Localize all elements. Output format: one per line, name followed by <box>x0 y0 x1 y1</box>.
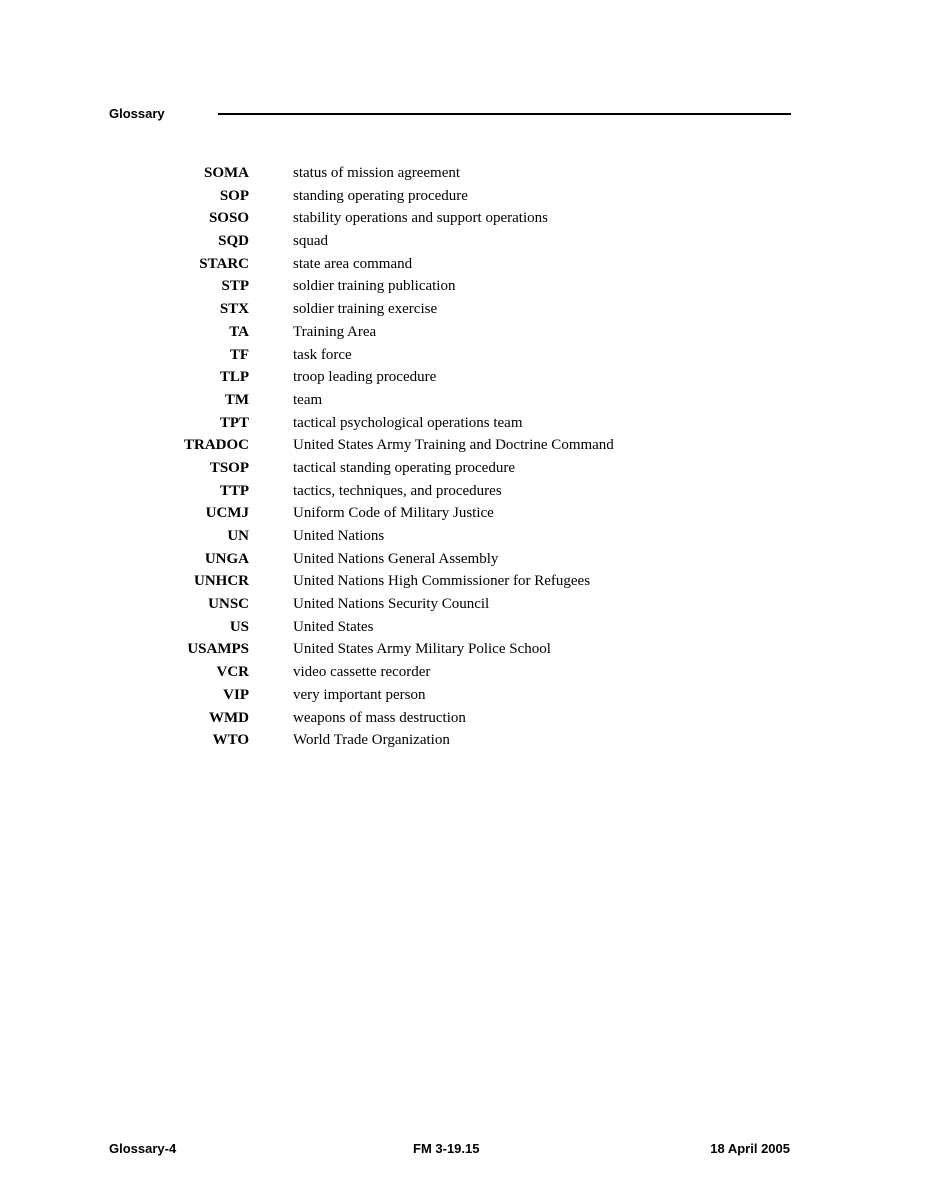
glossary-term: STX <box>219 301 249 318</box>
glossary-definition: United States Army Training and Doctrine Command <box>293 437 614 454</box>
glossary-entry <box>0 434 926 457</box>
glossary-definition: United Nations <box>293 528 385 544</box>
glossary-definition: standing operating procedure <box>293 187 468 204</box>
glossary-definition: United Nations General Assembly <box>293 550 499 567</box>
glossary-definition: soldier training publication <box>293 278 456 295</box>
glossary-term: UNHCR <box>194 573 249 590</box>
glossary-entry <box>0 207 926 230</box>
glossary-definition: World Trade Organization <box>293 732 450 749</box>
glossary-term: VIP <box>223 686 249 703</box>
glossary-definition: stability operations and support operations <box>293 210 548 227</box>
glossary-entry <box>0 321 926 344</box>
glossary-definition: United States Army Military Police School <box>293 641 551 658</box>
glossary-term: TM <box>224 391 249 408</box>
header-rule <box>218 113 791 115</box>
glossary-definition: United Nations Security Council <box>293 596 490 613</box>
glossary-entry <box>0 638 926 661</box>
glossary-term: STARC <box>199 255 249 272</box>
glossary-definition: tactical standing operating procedure <box>293 459 515 476</box>
glossary-entry <box>0 344 926 367</box>
glossary-definition: tactical psychological operations team <box>293 414 523 431</box>
glossary-definition: status of mission agreement <box>293 165 461 181</box>
glossary-entry <box>0 548 926 571</box>
glossary-entry <box>0 729 926 752</box>
glossary-term: VCR <box>216 664 249 681</box>
glossary-term: TPT <box>219 414 249 431</box>
glossary-entry <box>0 366 926 389</box>
glossary-definition: United States <box>293 618 374 635</box>
glossary-definition: very important person <box>293 686 426 703</box>
glossary-entry <box>0 684 926 707</box>
footer-date: 18 April 2005 <box>710 1141 790 1156</box>
glossary-term: SOSO <box>208 210 249 227</box>
glossary-term: TTP <box>219 482 249 499</box>
glossary-entry <box>0 457 926 480</box>
footer-page-number: Glossary-4 <box>109 1141 177 1156</box>
glossary-definition: team <box>293 391 323 408</box>
footer-manual-id: FM 3-19.15 <box>413 1141 480 1156</box>
glossary-definition: Training Area <box>293 323 377 340</box>
glossary-term: UCMJ <box>205 505 249 522</box>
glossary-entry <box>0 389 926 412</box>
glossary-entry <box>0 230 926 253</box>
glossary-term: USAMPS <box>187 641 249 658</box>
glossary-entry <box>0 502 926 525</box>
glossary-definition: tactics, techniques, and procedures <box>293 482 502 499</box>
glossary-definition: troop leading procedure <box>293 369 437 386</box>
glossary-term: SQD <box>218 233 249 250</box>
glossary-term: TLP <box>219 369 249 386</box>
glossary-term: TRADOC <box>183 437 249 454</box>
glossary-term: UNGA <box>204 550 249 567</box>
glossary-definition: weapons of mass destruction <box>293 709 466 726</box>
page-header-title: Glossary <box>109 106 165 121</box>
glossary-definition: task force <box>293 346 352 363</box>
glossary-entry <box>0 298 926 321</box>
glossary-entry <box>0 480 926 503</box>
glossary-entry <box>0 593 926 616</box>
glossary-entry <box>0 525 926 548</box>
glossary-definition: squad <box>293 233 328 250</box>
glossary-definition: United Nations High Commissioner for Refugees <box>293 573 591 590</box>
glossary-entry <box>0 275 926 298</box>
glossary-entry <box>0 570 926 593</box>
glossary-entry <box>0 661 926 684</box>
glossary-term: WMD <box>209 709 249 726</box>
glossary-term: SOP <box>219 187 249 204</box>
glossary-entry <box>0 253 926 276</box>
glossary-definition: Uniform Code of Military Justice <box>293 505 494 522</box>
glossary-term: TA <box>229 323 249 340</box>
glossary-entry <box>0 185 926 208</box>
glossary-definition: soldier training exercise <box>293 301 438 318</box>
glossary-term: WTO <box>212 732 249 749</box>
glossary-entry <box>0 616 926 639</box>
glossary-term: TF <box>229 346 249 363</box>
glossary-term: UN <box>227 528 249 544</box>
glossary-term: TSOP <box>209 459 249 476</box>
glossary-entry <box>0 162 926 185</box>
glossary-term: SOMA <box>204 165 249 181</box>
glossary-definition: video cassette recorder <box>293 664 431 681</box>
glossary-list <box>0 162 926 752</box>
glossary-term: UNSC <box>208 596 249 613</box>
glossary-entry <box>0 707 926 730</box>
glossary-entry <box>0 412 926 435</box>
glossary-term: STP <box>221 278 249 295</box>
glossary-term: US <box>229 618 249 635</box>
glossary-definition: state area command <box>293 255 413 272</box>
